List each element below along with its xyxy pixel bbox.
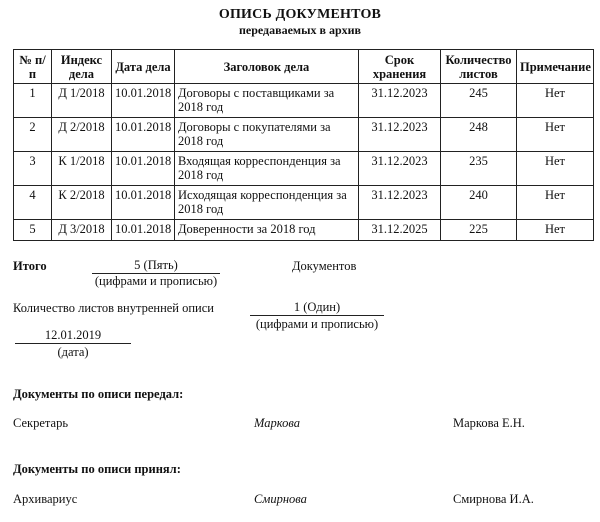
case-date: 10.01.2018 bbox=[112, 152, 175, 186]
note: Нет bbox=[517, 152, 594, 186]
column-header: Индекс дела bbox=[52, 50, 112, 84]
handed-heading: Документы по описи передал: bbox=[13, 387, 184, 401]
document-subtitle: передаваемых в архив bbox=[238, 23, 362, 37]
case-title: Договоры с покупателями за 2018 год bbox=[175, 118, 359, 152]
handed-signature: Маркова bbox=[254, 416, 300, 430]
sheet-count: 235 bbox=[441, 152, 517, 186]
note: Нет bbox=[517, 118, 594, 152]
storage-term: 31.12.2025 bbox=[359, 220, 441, 241]
note: Нет bbox=[517, 220, 594, 241]
case-date: 10.01.2018 bbox=[112, 84, 175, 118]
sheet-count: 248 bbox=[441, 118, 517, 152]
received-signature: Смирнова bbox=[254, 492, 307, 506]
total-label: Итого bbox=[13, 259, 47, 273]
column-header: Заголовок дела bbox=[175, 50, 359, 84]
case-index: К 2/2018 bbox=[52, 186, 112, 220]
row-number: 1 bbox=[14, 84, 52, 118]
case-date: 10.01.2018 bbox=[112, 220, 175, 241]
column-header: Срок хранения bbox=[359, 50, 441, 84]
case-title: Доверенности за 2018 год bbox=[175, 220, 359, 241]
sheet-count: 245 bbox=[441, 84, 517, 118]
table-row bbox=[14, 152, 594, 186]
storage-term: 31.12.2023 bbox=[359, 186, 441, 220]
total-value: 5 (Пять) bbox=[92, 258, 220, 274]
handed-name: Маркова Е.Н. bbox=[453, 416, 525, 430]
documents-label: Документов bbox=[292, 259, 357, 273]
inner-inventory-label: Количество листов внутренней описи bbox=[13, 301, 214, 315]
received-name: Смирнова И.А. bbox=[453, 492, 534, 506]
date-value: 12.01.2019 bbox=[15, 328, 131, 344]
row-number: 4 bbox=[14, 186, 52, 220]
row-number: 2 bbox=[14, 118, 52, 152]
case-index: Д 2/2018 bbox=[52, 118, 112, 152]
note: Нет bbox=[517, 186, 594, 220]
case-date: 10.01.2018 bbox=[112, 118, 175, 152]
document-title: ОПИСЬ ДОКУМЕНТОВ bbox=[218, 7, 382, 22]
column-header: № п/п bbox=[14, 50, 52, 84]
case-date: 10.01.2018 bbox=[112, 186, 175, 220]
case-title: Входящая корреспонденция за 2018 год bbox=[175, 152, 359, 186]
storage-term: 31.12.2023 bbox=[359, 84, 441, 118]
handed-role: Секретарь bbox=[13, 416, 69, 430]
column-header: Дата дела bbox=[112, 50, 175, 84]
inner-inventory-hint: (цифрами и прописью) bbox=[255, 317, 379, 331]
table-row bbox=[14, 220, 594, 241]
table-row bbox=[14, 118, 594, 152]
case-title: Договоры с поставщиками за 2018 год bbox=[175, 84, 359, 118]
inventory-table bbox=[13, 49, 594, 241]
case-index: К 1/2018 bbox=[52, 152, 112, 186]
storage-term: 31.12.2023 bbox=[359, 152, 441, 186]
column-header: Количество листов bbox=[441, 50, 517, 84]
received-heading: Документы по описи принял: bbox=[13, 462, 181, 476]
inner-inventory-value: 1 (Один) bbox=[250, 300, 384, 316]
case-index: Д 1/2018 bbox=[52, 84, 112, 118]
case-index: Д 3/2018 bbox=[52, 220, 112, 241]
storage-term: 31.12.2023 bbox=[359, 118, 441, 152]
column-header: Примечание bbox=[517, 50, 594, 84]
case-title: Исходящая корреспонденция за 2018 год bbox=[175, 186, 359, 220]
table-row bbox=[14, 186, 594, 220]
table-header-row bbox=[14, 50, 594, 84]
row-number: 3 bbox=[14, 152, 52, 186]
sheet-count: 225 bbox=[441, 220, 517, 241]
note: Нет bbox=[517, 84, 594, 118]
sheet-count: 240 bbox=[441, 186, 517, 220]
received-role: Архивариус bbox=[13, 492, 78, 506]
table-row bbox=[14, 84, 594, 118]
date-hint: (дата) bbox=[57, 345, 89, 359]
row-number: 5 bbox=[14, 220, 52, 241]
total-hint: (цифрами и прописью) bbox=[94, 274, 218, 288]
